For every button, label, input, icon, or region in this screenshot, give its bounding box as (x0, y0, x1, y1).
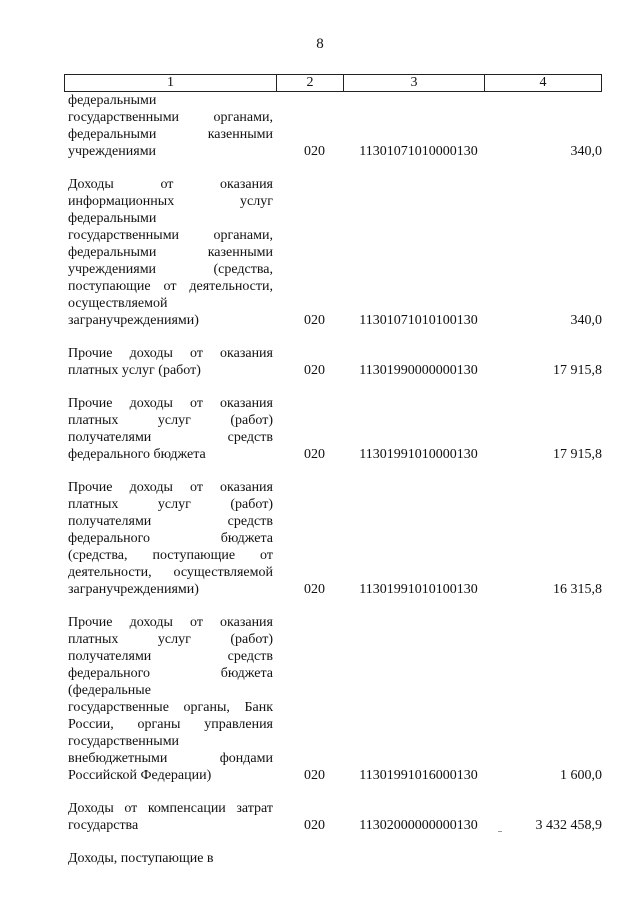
row-name-line: федеральными (68, 211, 157, 226)
row-name-line: платных услуг (работ) (68, 632, 273, 647)
row-name-line: загранучреждениями) (68, 582, 199, 597)
row-name-line: федерального бюджета (68, 447, 206, 462)
row-amount: 340,0 (570, 313, 602, 328)
table-row (64, 800, 602, 834)
table-row (64, 850, 602, 867)
row-name-line: Доходы от оказания (68, 177, 273, 192)
header-col-3: 3 (344, 75, 485, 91)
row-name-line: федеральными казенными (68, 127, 273, 142)
row-name-line: платных услуг (работ) (68, 363, 201, 378)
row-name (64, 479, 273, 598)
row-admin-code: 020 (304, 582, 325, 597)
row-name-line: платных услуг (работ) (68, 497, 273, 512)
row-amount: 17 915,8 (553, 363, 602, 378)
row-name-line: России, органы управления (68, 717, 273, 732)
row-name-line: (средства, поступающие от (68, 548, 273, 563)
row-name-line: деятельности, осуществляемой (68, 565, 273, 580)
row-name-line: Прочие доходы от оказания (68, 396, 273, 411)
table-row (64, 479, 602, 598)
row-kbk-code: 11301991016000130 (359, 768, 478, 783)
row-amount: 16 315,8 (553, 582, 602, 597)
table-row (64, 345, 602, 379)
row-name-line: Прочие доходы от оказания (68, 346, 273, 361)
row-name (64, 850, 273, 867)
row-name-line: Доходы от компенсации затрат (68, 801, 273, 816)
row-name-line: поступающие от деятельности, (68, 279, 273, 294)
row-name-line: государственными органами, (68, 110, 273, 125)
row-name-line: загранучреждениями) (68, 313, 199, 328)
row-kbk-code: 11301991010100130 (359, 582, 478, 597)
header-col-2: 2 (277, 75, 344, 91)
table-row (64, 92, 602, 160)
table-body (64, 92, 602, 883)
row-name (64, 92, 273, 160)
header-col-4: 4 (539, 75, 547, 90)
row-name-line: государственными органами, (68, 228, 273, 243)
row-name-line: Прочие доходы от оказания (68, 615, 273, 630)
row-name (64, 176, 273, 329)
row-name-line: учреждениями (средства, (68, 262, 273, 277)
header-col-1: 1 (65, 75, 277, 91)
row-name (64, 395, 273, 463)
row-name-line: получателями средств (68, 430, 273, 445)
row-amount: 3 432 458,9 (535, 818, 602, 833)
row-admin-code: 020 (304, 363, 325, 378)
scan-speck (498, 831, 502, 832)
table-header (64, 74, 602, 92)
row-name-line: (федеральные (68, 683, 151, 698)
row-admin-code: 020 (304, 313, 325, 328)
row-name-line: платных услуг (работ) (68, 413, 273, 428)
row-name-line: осуществляемой (68, 296, 168, 311)
row-kbk-code: 11301071010100130 (359, 313, 478, 328)
row-kbk-code: 11302000000000130 (359, 818, 478, 833)
table-row (64, 395, 602, 463)
row-name-line: Российской Федерации) (68, 768, 212, 783)
row-admin-code: 020 (304, 818, 325, 833)
row-amount: 17 915,8 (553, 447, 602, 462)
row-name-line: внебюджетными фондами (68, 751, 273, 766)
row-amount: 340,0 (570, 144, 602, 159)
table-row (64, 614, 602, 784)
row-name-line: информационных услуг (68, 194, 273, 209)
row-name-line: федерального бюджета (68, 531, 273, 546)
row-name-line: федеральными казенными (68, 245, 273, 260)
row-name-line: получателями средств (68, 514, 273, 529)
row-name-line: Доходы, поступающие в (68, 851, 214, 866)
row-name-line: федеральными (68, 93, 157, 108)
row-name-line: государственные органы, Банк (68, 700, 273, 715)
row-name-line: учреждениями (68, 144, 157, 159)
row-name-line: государственными (68, 734, 180, 749)
row-admin-code: 020 (304, 768, 325, 783)
row-name-line: федерального бюджета (68, 666, 273, 681)
row-name (64, 345, 273, 379)
page-number: 8 (316, 36, 324, 52)
row-name (64, 800, 273, 834)
row-name-line: получателями средств (68, 649, 273, 664)
row-kbk-code: 11301990000000130 (359, 363, 478, 378)
row-admin-code: 020 (304, 447, 325, 462)
row-kbk-code: 11301991010000130 (359, 447, 478, 462)
row-name-line: государства (68, 818, 139, 833)
row-amount: 1 600,0 (560, 768, 602, 783)
row-name (64, 614, 273, 784)
row-kbk-code: 11301071010000130 (359, 144, 478, 159)
table-row (64, 176, 602, 329)
row-admin-code: 020 (304, 144, 325, 159)
row-name-line: Прочие доходы от оказания (68, 480, 273, 495)
